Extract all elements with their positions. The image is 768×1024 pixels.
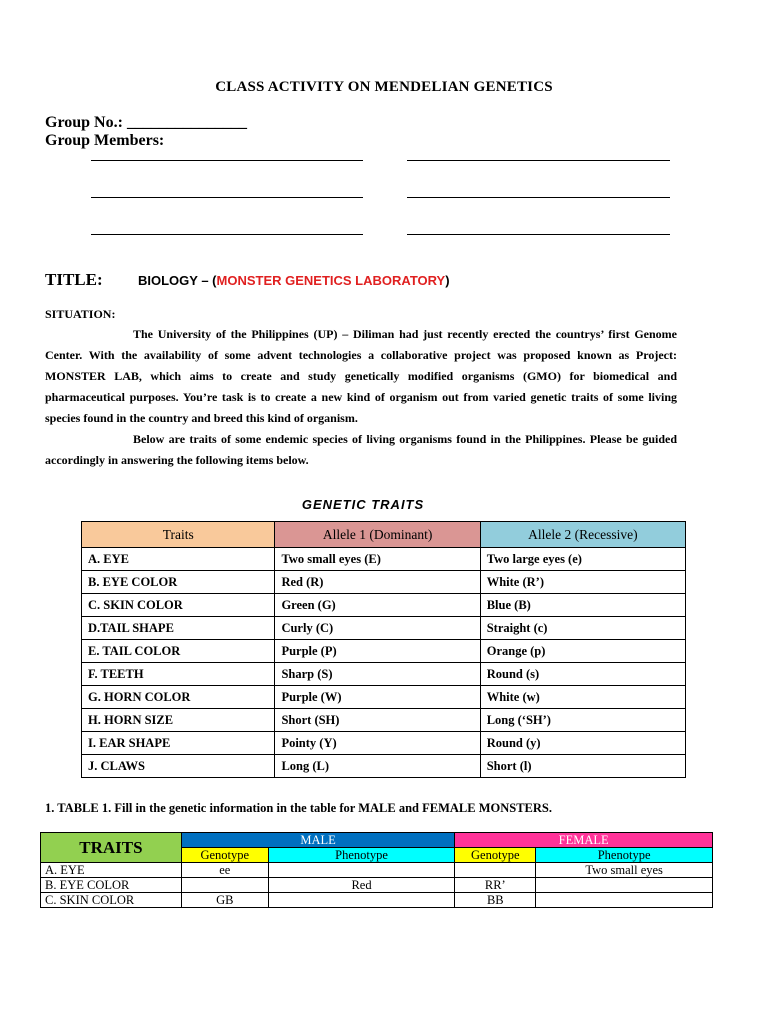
dominant-header: Allele 1 (Dominant) (275, 522, 480, 548)
recessive-cell: White (w) (480, 686, 685, 709)
recessive-cell: Two large eyes (e) (480, 548, 685, 571)
table-row (82, 755, 686, 778)
male-genotype-cell[interactable]: GB (181, 893, 268, 908)
male-header: MALE (181, 833, 455, 848)
female-header: FEMALE (455, 833, 713, 848)
table-row (82, 548, 686, 571)
dominant-cell: Red (R) (275, 571, 480, 594)
table-row (82, 594, 686, 617)
table1-header-row (41, 833, 713, 848)
member-blank-line[interactable] (407, 160, 670, 161)
male-phenotype-cell[interactable] (268, 863, 455, 878)
situation-paragraph-2: Below are traits of some endemic species of living organisms found in the Philippines. Please be guided accordingly in answering the following items below. (45, 432, 677, 467)
situation-paragraph-1: The University of the Philippines (UP) – Diliman had just recently erected the countrys’ first Genome Center. With the availability of some advent technologies a collaborative project was proposed known as Project: MONSTER LAB, which aims to create and study genetically modified organisms (GMO) for biomedical and pharmaceutical purposes. You’re task is to create a new kind of organism out from varied genetic traits of some living species found in the country and breed this kind of organism. (45, 327, 677, 425)
table-header-row (82, 522, 686, 548)
male-genotype-cell[interactable] (181, 878, 268, 893)
trait-cell: B. EYE COLOR (82, 571, 275, 594)
table1-instruction: 1. TABLE 1. Fill in the genetic information in the table for MALE and FEMALE MONSTERS. (45, 801, 552, 815)
male-phenotype-cell[interactable]: Red (268, 878, 455, 893)
female-genotype-cell[interactable]: BB (455, 893, 536, 908)
trait-cell: D.TAIL SHAPE (82, 617, 275, 640)
table-row (82, 663, 686, 686)
table-row (82, 640, 686, 663)
situation-text (45, 324, 677, 471)
female-phenotype-cell[interactable]: Two small eyes (536, 863, 713, 878)
female-genotype-header: Genotype (455, 848, 536, 863)
female-phenotype-cell[interactable] (536, 893, 713, 908)
trait-cell: I. EAR SHAPE (82, 732, 275, 755)
trait-cell: H. HORN SIZE (82, 709, 275, 732)
female-genotype-cell[interactable] (455, 863, 536, 878)
table-row (41, 863, 713, 878)
recessive-cell: White (R’) (480, 571, 685, 594)
recessive-cell: Blue (B) (480, 594, 685, 617)
trait-cell: G. HORN COLOR (82, 686, 275, 709)
table-row (82, 686, 686, 709)
dominant-cell: Two small eyes (E) (275, 548, 480, 571)
male-phenotype-cell[interactable] (268, 893, 455, 908)
group-no-label: Group No.: _______________ (45, 114, 247, 131)
dominant-cell: Pointy (Y) (275, 732, 480, 755)
dominant-cell: Curly (C) (275, 617, 480, 640)
table1-traits-header: TRAITS (41, 833, 182, 863)
table-row (82, 732, 686, 755)
female-phenotype-cell[interactable] (536, 878, 713, 893)
title-suffix: ) (445, 273, 450, 288)
table-row (82, 571, 686, 594)
table-row (41, 893, 713, 908)
table1 (40, 832, 713, 908)
dominant-cell: Purple (W) (275, 686, 480, 709)
table-row (82, 709, 686, 732)
dominant-cell: Sharp (S) (275, 663, 480, 686)
recessive-cell: Straight (c) (480, 617, 685, 640)
recessive-cell: Orange (p) (480, 640, 685, 663)
member-blank-line[interactable] (407, 234, 670, 235)
trait-cell: A. EYE (82, 548, 275, 571)
member-blank-line[interactable] (91, 197, 363, 198)
female-genotype-cell[interactable]: RR’ (455, 878, 536, 893)
trait-cell: B. EYE COLOR (41, 878, 182, 893)
dominant-cell: Green (G) (275, 594, 480, 617)
dominant-cell: Purple (P) (275, 640, 480, 663)
document-title (138, 273, 450, 288)
trait-cell: C. SKIN COLOR (41, 893, 182, 908)
table-row (82, 617, 686, 640)
recessive-header: Allele 2 (Recessive) (480, 522, 685, 548)
situation-label: SITUATION: (45, 307, 116, 321)
title-prefix: BIOLOGY – ( (138, 273, 217, 288)
trait-cell: A. EYE (41, 863, 182, 878)
genetic-traits-title: GENETIC TRAITS (301, 497, 425, 512)
table-row (41, 878, 713, 893)
trait-cell: C. SKIN COLOR (82, 594, 275, 617)
male-genotype-header: Genotype (181, 848, 268, 863)
dominant-cell: Long (L) (275, 755, 480, 778)
recessive-cell: Short (l) (480, 755, 685, 778)
trait-cell: F. TEETH (82, 663, 275, 686)
title-label: TITLE: (45, 270, 103, 289)
traits-header: Traits (82, 522, 275, 548)
group-members-label: Group Members: (45, 132, 165, 149)
male-genotype-cell[interactable]: ee (181, 863, 268, 878)
recessive-cell: Round (y) (480, 732, 685, 755)
member-blank-line[interactable] (407, 197, 670, 198)
genetic-traits-table (81, 521, 686, 778)
recessive-cell: Round (s) (480, 663, 685, 686)
trait-cell: J. CLAWS (82, 755, 275, 778)
page-title: CLASS ACTIVITY ON MENDELIAN GENETICS (215, 79, 553, 95)
member-blank-line[interactable] (91, 234, 363, 235)
title-highlight: MONSTER GENETICS LABORATORY (216, 273, 446, 288)
female-phenotype-header: Phenotype (536, 848, 713, 863)
male-phenotype-header: Phenotype (268, 848, 455, 863)
recessive-cell: Long (‘SH’) (480, 709, 685, 732)
trait-cell: E. TAIL COLOR (82, 640, 275, 663)
member-blank-line[interactable] (91, 160, 363, 161)
dominant-cell: Short (SH) (275, 709, 480, 732)
